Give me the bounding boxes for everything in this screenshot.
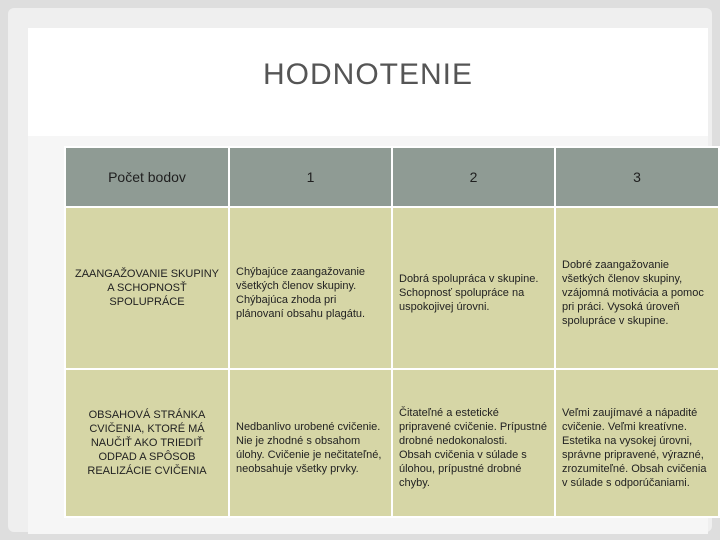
cooperation-score-2: Dobrá spolupráca v skupine. Schopnosť spolupráce na uspokojivej úrovni. [392,207,555,369]
page-title: HODNOTENIE [262,58,473,91]
table-row [65,369,719,517]
table-header-row [65,147,719,207]
header-score-1: 1 [229,147,392,207]
content-score-3: Veľmi zaujímavé a nápadité cvičenie. Veľmi kreatívne. Estetika na vysokej úrovni, správne pripravené, výrazné, zrozumiteľné. Obsah cvičenia v súlade s odporúčaniami. [555,369,719,517]
content-score-1: Nedbanlivo urobené cvičenie. Nie je zhodné s obsahom úlohy. Cvičenie je nečitateľné, neobsahuje všetky prvky. [229,369,392,517]
criterion-cooperation: ZAANGAŽOVANIE SKUPINY A SCHOPNOSŤ SPOLUPRÁCE [65,207,229,369]
evaluation-table [64,146,720,518]
title-band [28,28,708,136]
content-score-2 [392,369,555,517]
cooperation-score-3: Dobré zaangažovanie všetkých členov skupiny, vzájomná motivácia a pomoc pri práci. Vysoká úroveň spolupráce v skupine. [555,207,719,369]
criterion-content: OBSAHOVÁ STRÁNKA CVIČENIA, KTORÉ MÁ NAUČIŤ AKO TRIEDIŤ ODPAD A SPÔSOB REALIZÁCIE CVIČENIA [65,369,229,517]
slide [28,28,708,534]
header-score-3: 3 [555,147,719,207]
header-points: Počet bodov [65,147,229,207]
slide-frame [8,8,712,532]
header-score-2: 2 [392,147,555,207]
content-score-2-text: Čitateľné a estetické pripravené cvičenie. Prípustné drobné nedokonalosti. [399,407,547,447]
cooperation-score-1: Chýbajúce zaangažovanie všetkých členov skupiny. Chýbajúca zhoda pri plánovaní obsahu plagátu. [229,207,392,369]
table-row [65,207,719,369]
content-score-2-extra: Obsah cvičenia v súlade s úlohou, prípustné drobné chyby. [399,449,527,489]
